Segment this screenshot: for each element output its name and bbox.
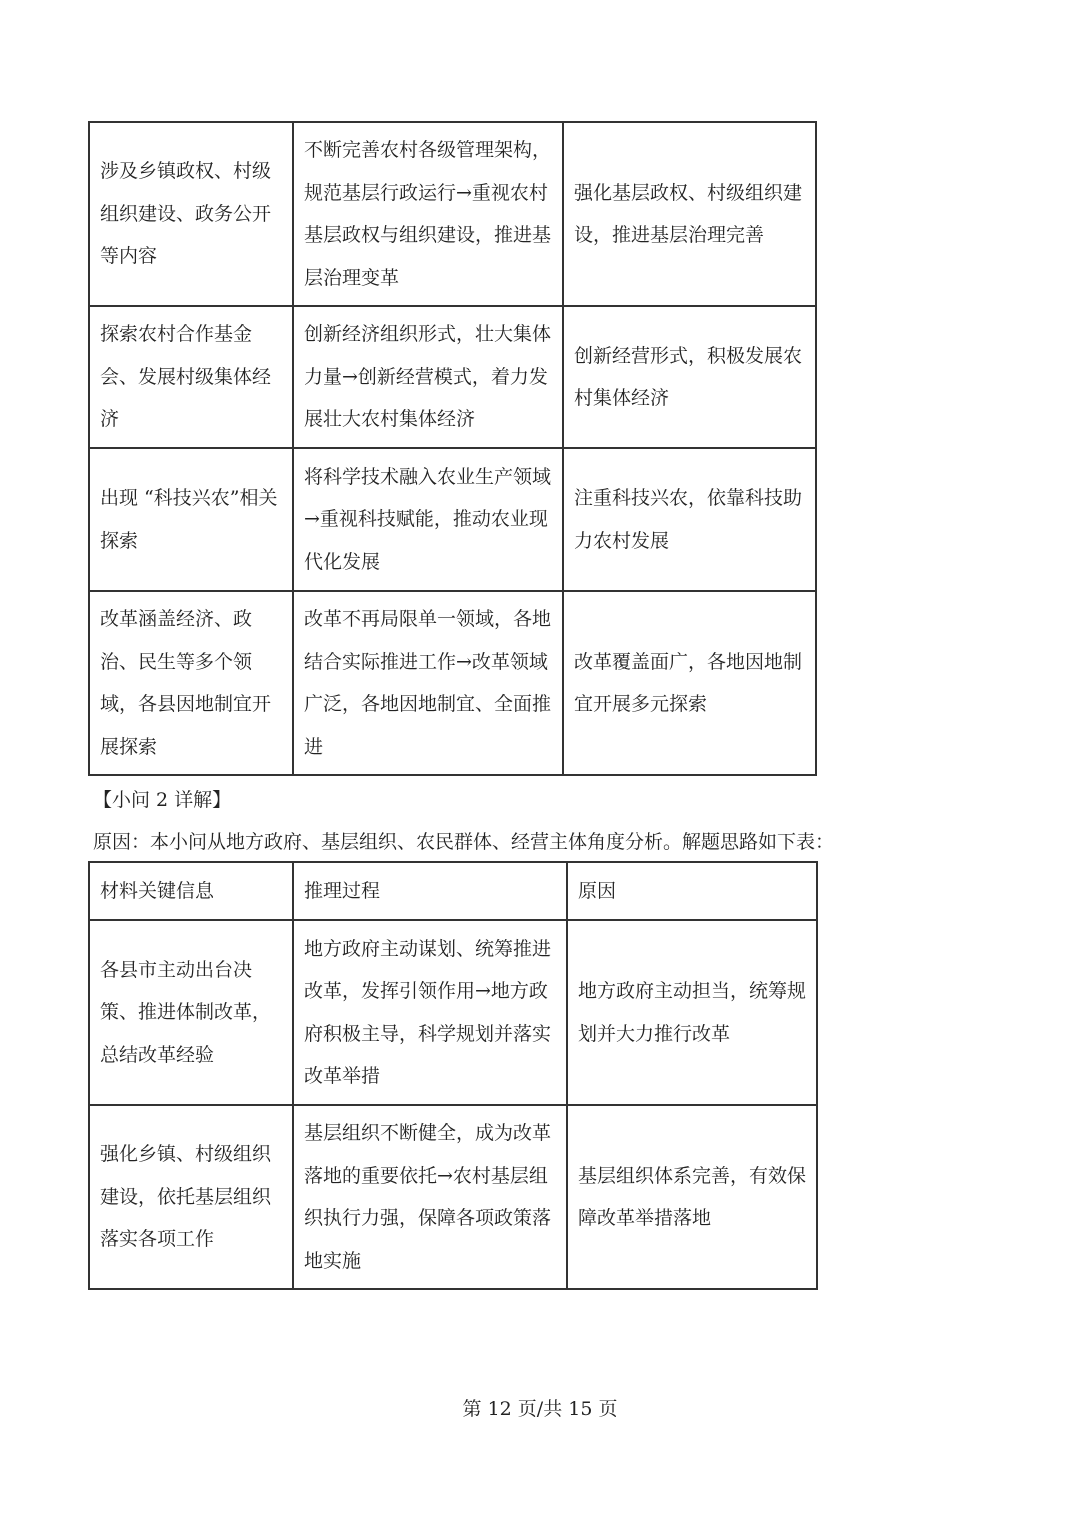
- table-cell: 改革覆盖面广，各地因地制宜开展多元探索: [563, 591, 816, 775]
- table-row: [89, 306, 816, 448]
- table-row: [89, 122, 816, 306]
- table-cell: 探索农村合作基金会、发展村级集体经济: [89, 306, 293, 448]
- table-cell: 创新经济组织形式，壮大集体力量→创新经营模式，着力发展壮大农村集体经济: [293, 306, 563, 448]
- table-cell: 强化乡镇、村级组织建设，依托基层组织落实各项工作: [89, 1105, 293, 1289]
- table-row: [89, 591, 816, 775]
- analysis-table-2: [88, 861, 818, 1290]
- table-cell: 出现 “科技兴农”相关探索: [89, 448, 293, 591]
- table-row: [89, 920, 817, 1105]
- table-cell: 地方政府主动谋划、统筹推进改革，发挥引领作用→地方政府积极主导，科学规划并落实改革举措: [293, 920, 567, 1105]
- table-cell: 将科学技术融入农业生产领域→重视科技赋能，推动农业现代化发展: [293, 448, 563, 591]
- table-cell: 创新经营形式，积极发展农村集体经济: [563, 306, 816, 448]
- table-row: [89, 1105, 817, 1289]
- table-header-cell: 原因: [567, 862, 817, 920]
- table-cell: 不断完善农村各级管理架构，规范基层行政运行→重视农村基层政权与组织建设，推进基层治理变革: [293, 122, 563, 306]
- table-cell: 基层组织体系完善，有效保障改革举措落地: [567, 1105, 817, 1289]
- table-row: [89, 448, 816, 591]
- intro-text: 原因：本小问从地方政府、基层组织、农民群体、经营主体角度分析。解题思路如下表：: [93, 831, 835, 853]
- table-cell: 强化基层政权、村级组织建设，推进基层治理完善: [563, 122, 816, 306]
- table-cell: 改革不再局限单一领域，各地结合实际推进工作→改革领域广泛，各地因地制宜、全面推进: [293, 591, 563, 775]
- table-header-cell: 材料关键信息: [89, 862, 293, 920]
- table-header-row: [89, 862, 817, 920]
- table-cell: 地方政府主动担当，统筹规划并大力推行改革: [567, 920, 817, 1105]
- table-header-cell: 推理过程: [293, 862, 567, 920]
- table-cell: 涉及乡镇政权、村级组织建设、政务公开等内容: [89, 122, 293, 306]
- table-cell: 各县市主动出台决策、推进体制改革，总结改革经验: [89, 920, 293, 1105]
- section-heading: 【小问 2 详解】: [93, 789, 232, 811]
- table-cell: 注重科技兴农，依靠科技助力农村发展: [563, 448, 816, 591]
- table-cell: 改革涵盖经济、政治、民生等多个领域，各县因地制宜开展探索: [89, 591, 293, 775]
- analysis-table-1: [88, 121, 817, 776]
- table-cell: 基层组织不断健全，成为改革落地的重要依托→农村基层组织执行力强，保障各项政策落地实施: [293, 1105, 567, 1289]
- page-footer: 第 12 页/共 15 页: [462, 1398, 618, 1420]
